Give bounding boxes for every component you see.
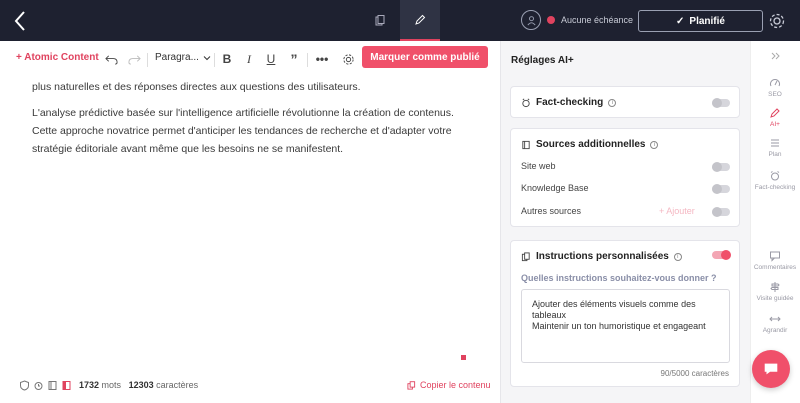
more-button[interactable] [314, 51, 330, 67]
source-knowledge-base-toggle[interactable] [712, 185, 730, 193]
instructions-char-count: 90/5000 caractères [660, 369, 729, 378]
quote-button[interactable] [286, 51, 302, 67]
list-icon [769, 137, 781, 149]
underline-button[interactable] [263, 51, 279, 67]
shield-icon[interactable] [19, 380, 30, 391]
bold-icon: B [222, 52, 232, 66]
rail-label-plan: Plan [768, 151, 782, 158]
info-icon[interactable]: i [608, 99, 616, 107]
editor-toolbar [0, 41, 500, 77]
document-flag-icon[interactable] [61, 380, 72, 391]
source-other-toggle[interactable] [712, 208, 730, 216]
quote-icon: ” [290, 51, 298, 67]
word-count: 1732 [79, 380, 100, 390]
avatar[interactable] [521, 10, 541, 30]
rail-label-ai: AI+ [770, 121, 780, 128]
mark-published-button[interactable]: Marquer comme publié [362, 46, 488, 68]
editor-paragraph[interactable]: plus naturelles et des réponses directes aux questions des utilisateurs. [32, 81, 361, 93]
chevron-left-icon [10, 8, 32, 34]
undo-icon [105, 53, 118, 66]
book-icon[interactable] [47, 380, 58, 391]
check-icon: ✓ [676, 15, 685, 27]
redo-icon [128, 53, 141, 66]
source-other-label: Autres sources [521, 206, 582, 216]
editor-paragraph[interactable]: L'analyse prédictive basée sur l'intelligence artificielle révolutionne la création de contenus. Cette approche novatrice permet d'anticiper les tendances de recherche et d'adapter votre stratégie éditoriale avant même que les besoins ne se manifestent. [32, 107, 454, 155]
more-icon: ••• [315, 52, 329, 66]
editor-settings-button[interactable] [340, 51, 356, 67]
toolbar-divider [307, 53, 308, 67]
sources-card [510, 128, 740, 227]
collapse-panel-button[interactable] [750, 50, 800, 62]
pencil-icon [414, 14, 426, 26]
double-chevron-right-icon [769, 50, 781, 62]
alarm-icon[interactable] [33, 380, 44, 391]
document-icon [374, 15, 386, 27]
word-count-label: mots [101, 380, 122, 390]
rail-item-fact-checking[interactable] [750, 170, 800, 191]
deadline-selector[interactable] [521, 10, 633, 30]
toolbar-divider [214, 53, 215, 67]
gear-icon [768, 12, 786, 30]
rail-label-seo: SEO [768, 91, 782, 98]
rail-item-plan[interactable] [750, 137, 800, 158]
paragraph-style-label: Paragra... [155, 52, 199, 63]
source-website-label: Site web [521, 161, 556, 171]
undo-button[interactable] [103, 51, 119, 67]
copy-icon [407, 381, 416, 390]
status-dot [547, 16, 555, 24]
underline-icon: U [266, 52, 276, 66]
user-icon [526, 15, 537, 26]
add-source-link[interactable]: + Ajouter [659, 206, 695, 216]
info-icon[interactable]: i [674, 253, 682, 261]
sources-header [521, 139, 658, 150]
redo-button[interactable] [126, 51, 142, 67]
copy-content-label: Copier le contenu [420, 380, 491, 390]
rail-item-expand[interactable] [750, 313, 800, 334]
comment-icon [769, 250, 781, 262]
instructions-toggle[interactable] [712, 251, 730, 259]
source-knowledge-base-label: Knowledge Base [521, 183, 589, 193]
chat-bubble-icon [762, 360, 780, 378]
instructions-card [510, 240, 740, 387]
alarm-icon [769, 170, 781, 182]
paragraph-style-select[interactable] [155, 52, 211, 63]
fact-checking-toggle[interactable] [712, 99, 730, 107]
book-icon [521, 140, 531, 150]
instructions-textarea[interactable]: Ajouter des éléments visuels comme des tableaux Maintenir un ton humoristique et engageant [521, 289, 730, 363]
editor-content[interactable] [32, 78, 472, 166]
documents-icon [521, 252, 531, 262]
back-button[interactable] [10, 8, 32, 34]
rail-label-expand: Agrandir [762, 327, 788, 334]
instructions-question: Quelles instructions souhaitez-vous donner ? [521, 273, 717, 283]
planned-button[interactable] [638, 10, 763, 32]
rail-item-seo[interactable] [750, 77, 800, 98]
panel-title: Réglages AI+ [511, 55, 574, 66]
rail-label-fact-checking: Fact-checking [754, 184, 796, 191]
gear-icon [342, 53, 355, 66]
char-count-label: caractères [156, 380, 199, 390]
planned-label: Planifié [689, 15, 725, 27]
signpost-icon [769, 281, 781, 293]
italic-icon: I [247, 51, 251, 66]
instructions-header [521, 251, 682, 262]
source-website-toggle[interactable] [712, 163, 730, 171]
word-char-count [79, 380, 198, 390]
info-icon[interactable]: i [650, 141, 658, 149]
top-bar [0, 0, 800, 41]
chevron-down-icon [203, 54, 211, 62]
pen-sparkle-icon [769, 107, 781, 119]
tab-editor[interactable] [400, 0, 440, 41]
expand-arrows-icon [769, 313, 781, 325]
instructions-title: Instructions personnalisées [536, 251, 669, 262]
tab-document[interactable] [360, 0, 400, 41]
cursor-marker [461, 355, 466, 360]
fact-checking-title: Fact-checking [536, 97, 604, 108]
deadline-label: Aucune échéance [561, 15, 634, 25]
rail-item-comments[interactable] [750, 250, 800, 271]
toolbar-divider [147, 53, 148, 67]
chat-button[interactable] [752, 350, 790, 388]
rail-label-comments: Commentaires [753, 264, 797, 271]
rail-item-guided-tour[interactable] [750, 281, 800, 302]
view-tabs [360, 0, 440, 41]
copy-content-button[interactable] [407, 380, 491, 390]
char-count: 12303 [128, 380, 154, 390]
fact-checking-card [510, 86, 740, 118]
italic-button[interactable] [241, 51, 257, 67]
settings-button[interactable] [768, 12, 786, 30]
fact-checking-header [521, 97, 616, 108]
gauge-icon [769, 77, 781, 89]
rail-label-guided-tour: Visite guidée [756, 295, 794, 302]
sources-title: Sources additionnelles [536, 139, 646, 150]
alarm-icon [521, 98, 531, 108]
rail-item-ai[interactable] [750, 107, 800, 128]
bold-button[interactable] [219, 51, 235, 67]
atomic-content-button[interactable]: + Atomic Content [16, 52, 99, 63]
